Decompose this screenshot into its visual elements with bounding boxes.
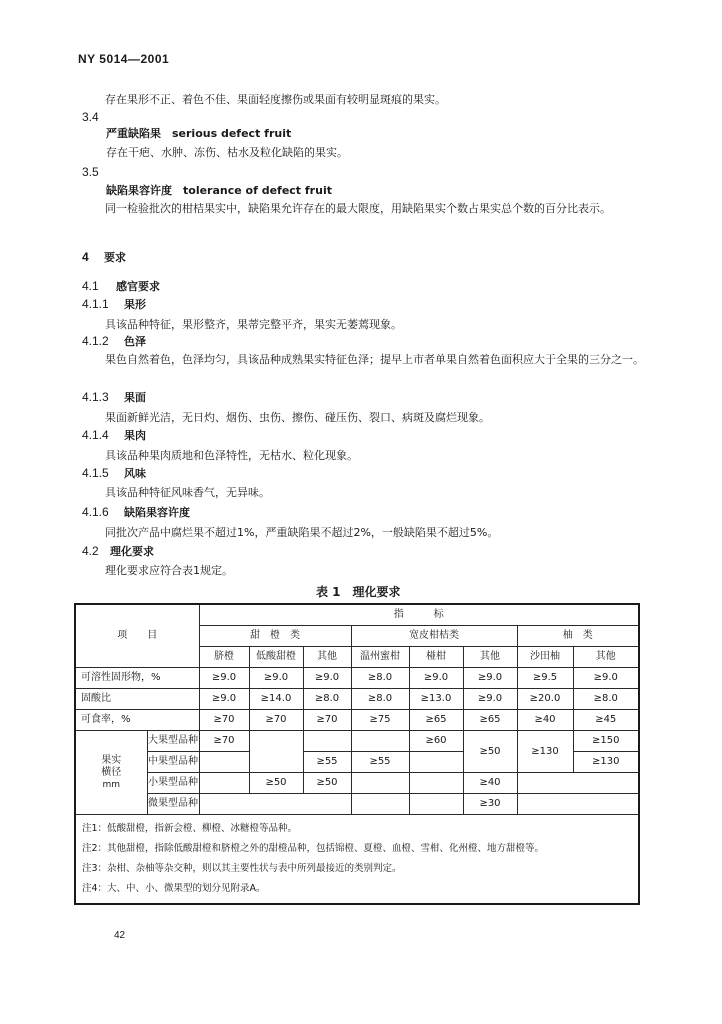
col-navel: 脐橙 — [199, 647, 249, 668]
section-4-2-text: 理化要求应符合表1规定。 — [105, 564, 233, 577]
table-cell — [303, 731, 351, 752]
row-label: 固酸比 — [75, 689, 199, 710]
section-4-1-6-text: 同批次产品中腐烂果不超过1%，严重缺陷果不超过2%，一般缺陷果不超过5%。 — [105, 526, 499, 539]
section-4-1-3-title: 果面 — [124, 391, 146, 404]
section-4-1-6-title: 缺陷果容许度 — [124, 506, 190, 519]
table-cell — [409, 794, 463, 815]
section-3-4-title: 严重缺陷果 serious defect fruit — [106, 127, 292, 140]
section-4-1-1-number: 4.1.1 — [82, 297, 109, 311]
table-cell: ≥50 — [463, 731, 517, 773]
table-header-row-1 — [75, 604, 639, 626]
table-cell — [351, 731, 409, 752]
table-cell: ≥70 — [199, 731, 249, 752]
table-cell: ≥130 — [573, 752, 639, 773]
table-cell — [409, 773, 463, 794]
table-cell: ≥150 — [573, 731, 639, 752]
size-medium: 中果型品种 — [147, 752, 199, 773]
table-cell: ≥20.0 — [517, 689, 573, 710]
table-cell: ≥70 — [199, 710, 249, 731]
standard-code: NY 5014—2001 — [78, 52, 170, 66]
table-cell: ≥70 — [303, 710, 351, 731]
col-shatian: 沙田柚 — [517, 647, 573, 668]
diameter-label-line1: 果实 — [101, 754, 122, 766]
section-4-1-1-title: 果形 — [124, 298, 146, 311]
table-row — [75, 689, 639, 710]
section-3-4-number: 3.4 — [82, 110, 99, 124]
section-4-1-number: 4.1 — [82, 279, 99, 293]
col-mandarin-other: 其他 — [463, 647, 517, 668]
table-row — [75, 794, 639, 815]
header-item: 项 目 — [75, 604, 199, 668]
table-cell: ≥9.0 — [573, 668, 639, 689]
table-row — [75, 731, 639, 752]
section-3-5-number: 3.5 — [82, 165, 99, 179]
note-1: 注1：低酸甜橙，指新会橙、柳橙、冰糖橙等品种。 — [82, 823, 298, 834]
diameter-label — [75, 731, 147, 815]
section-3-5-text: 同一检验批次的柑桔果实中，缺陷果允许存在的最大限度，用缺陷果实个数占果实总个数的百分比表示。 — [105, 202, 611, 215]
table-notes — [75, 815, 639, 905]
group-sweet-orange: 甜 橙 类 — [199, 626, 351, 647]
table-cell — [351, 794, 409, 815]
section-4-1-5-text: 具该品种特征风味香气，无异味。 — [105, 486, 270, 499]
table-cell: ≥8.0 — [303, 689, 351, 710]
section-4-1-4-number: 4.1.4 — [82, 428, 109, 442]
section-4-1-4-title: 果肉 — [124, 429, 146, 442]
diameter-unit: mm — [102, 779, 121, 790]
table-cell: ≥13.0 — [409, 689, 463, 710]
section-4-1-2-number: 4.1.2 — [82, 334, 109, 348]
header-index: 指 标 — [199, 604, 639, 626]
table-cell: ≥70 — [249, 710, 303, 731]
note-3: 注3：杂柑、杂柚等杂交种，则以其主要性状与表中所列最接近的类别判定。 — [82, 863, 402, 874]
table-cell: ≥9.5 — [517, 668, 573, 689]
group-mandarin: 宽皮柑桔类 — [351, 626, 517, 647]
section-4-1-2-title: 色泽 — [124, 335, 146, 348]
table-cell: ≥14.0 — [249, 689, 303, 710]
table-cell: ≥65 — [409, 710, 463, 731]
section-4-1-1-text: 具该品种特征，果形整齐，果蒂完整平齐，果实无萎蔫现象。 — [105, 318, 402, 331]
table-cell: ≥40 — [517, 710, 573, 731]
note-2: 注2：其他甜橙，指除低酸甜橙和脐橙之外的甜橙品种，包括锦橙、夏橙、血橙、雪柑、化州橙、地方甜橙等。 — [82, 843, 545, 854]
table-cell: ≥8.0 — [351, 668, 409, 689]
row-label: 可溶性固形物，% — [75, 668, 199, 689]
section-4-number: 4 — [82, 250, 89, 264]
page-number: 42 — [114, 930, 126, 941]
diameter-label-line2: 横径 — [101, 766, 122, 778]
table-caption: 表 1 理化要求 — [316, 585, 401, 599]
table-cell: ≥9.0 — [303, 668, 351, 689]
note-4: 注4：大、中、小、微果型的划分见附录A。 — [82, 883, 266, 894]
table-cell: ≥9.0 — [463, 668, 517, 689]
table-cell: ≥8.0 — [573, 689, 639, 710]
table-cell: ≥9.0 — [199, 689, 249, 710]
row-label: 可食率，% — [75, 710, 199, 731]
section-4-1-6-number: 4.1.6 — [82, 505, 109, 519]
table-cell: ≥9.0 — [249, 668, 303, 689]
size-micro: 微果型品种 — [147, 794, 199, 815]
col-low-acid: 低酸甜橙 — [249, 647, 303, 668]
table-cell: ≥65 — [463, 710, 517, 731]
table-cell: ≥8.0 — [351, 689, 409, 710]
size-large: 大果型品种 — [147, 731, 199, 752]
physicochemical-table — [74, 603, 640, 905]
col-pomelo-other: 其他 — [573, 647, 639, 668]
table-cell: ≥30 — [463, 794, 517, 815]
section-4-1-5-title: 风味 — [124, 467, 146, 480]
table-cell: ≥9.0 — [199, 668, 249, 689]
table-cell: ≥75 — [351, 710, 409, 731]
table-row — [75, 710, 639, 731]
table-cell — [517, 794, 639, 815]
table-cell: ≥45 — [573, 710, 639, 731]
table-cell — [249, 731, 303, 773]
section-4-1-3-text: 果面新鲜光洁，无日灼、烟伤、虫伤、擦伤、碰压伤、裂口、病斑及腐烂现象。 — [105, 411, 490, 424]
col-sweet-other: 其他 — [303, 647, 351, 668]
table-cell — [351, 773, 409, 794]
col-satsuma: 温州蜜柑 — [351, 647, 409, 668]
table-cell: ≥40 — [463, 773, 517, 794]
table-cell: ≥130 — [517, 731, 573, 773]
table-row — [75, 773, 639, 794]
section-4-1-title: 感官要求 — [116, 280, 160, 293]
table-cell: ≥9.0 — [409, 668, 463, 689]
section-4-2-number: 4.2 — [82, 544, 99, 558]
section-3-5-title: 缺陷果容许度 tolerance of defect fruit — [106, 184, 332, 197]
table-cell: ≥9.0 — [463, 689, 517, 710]
table-cell: ≥50 — [249, 773, 303, 794]
table-cell: ≥50 — [303, 773, 351, 794]
table-cell — [409, 752, 463, 773]
section-4-1-5-number: 4.1.5 — [82, 466, 109, 480]
table-cell — [199, 794, 351, 815]
section-3-4-text: 存在干疤、水肿、冻伤、枯水及粒化缺陷的果实。 — [106, 146, 348, 159]
table-notes-row — [75, 815, 639, 905]
table-cell — [199, 752, 249, 773]
group-pomelo: 柚 类 — [517, 626, 639, 647]
table-cell — [517, 773, 639, 794]
section-4-title: 要求 — [104, 251, 126, 264]
size-small: 小果型品种 — [147, 773, 199, 794]
table-row — [75, 668, 639, 689]
table-cell — [199, 773, 249, 794]
col-ponkan: 椪柑 — [409, 647, 463, 668]
table-cell: ≥55 — [303, 752, 351, 773]
intro-line: 存在果形不正、着色不佳、果面轻度擦伤或果面有较明显斑痕的果实。 — [105, 93, 446, 106]
section-4-1-4-text: 具该品种果肉质地和色泽特性，无枯水、粒化现象。 — [105, 449, 358, 462]
section-4-1-2-text: 果色自然着色，色泽均匀，具该品种成熟果实特征色泽；提早上市者单果自然着色面积应大于全果的三分之一。 — [105, 353, 644, 366]
section-4-2-title: 理化要求 — [110, 545, 154, 558]
table-cell: ≥55 — [351, 752, 409, 773]
section-4-1-3-number: 4.1.3 — [82, 390, 109, 404]
table-cell: ≥60 — [409, 731, 463, 752]
